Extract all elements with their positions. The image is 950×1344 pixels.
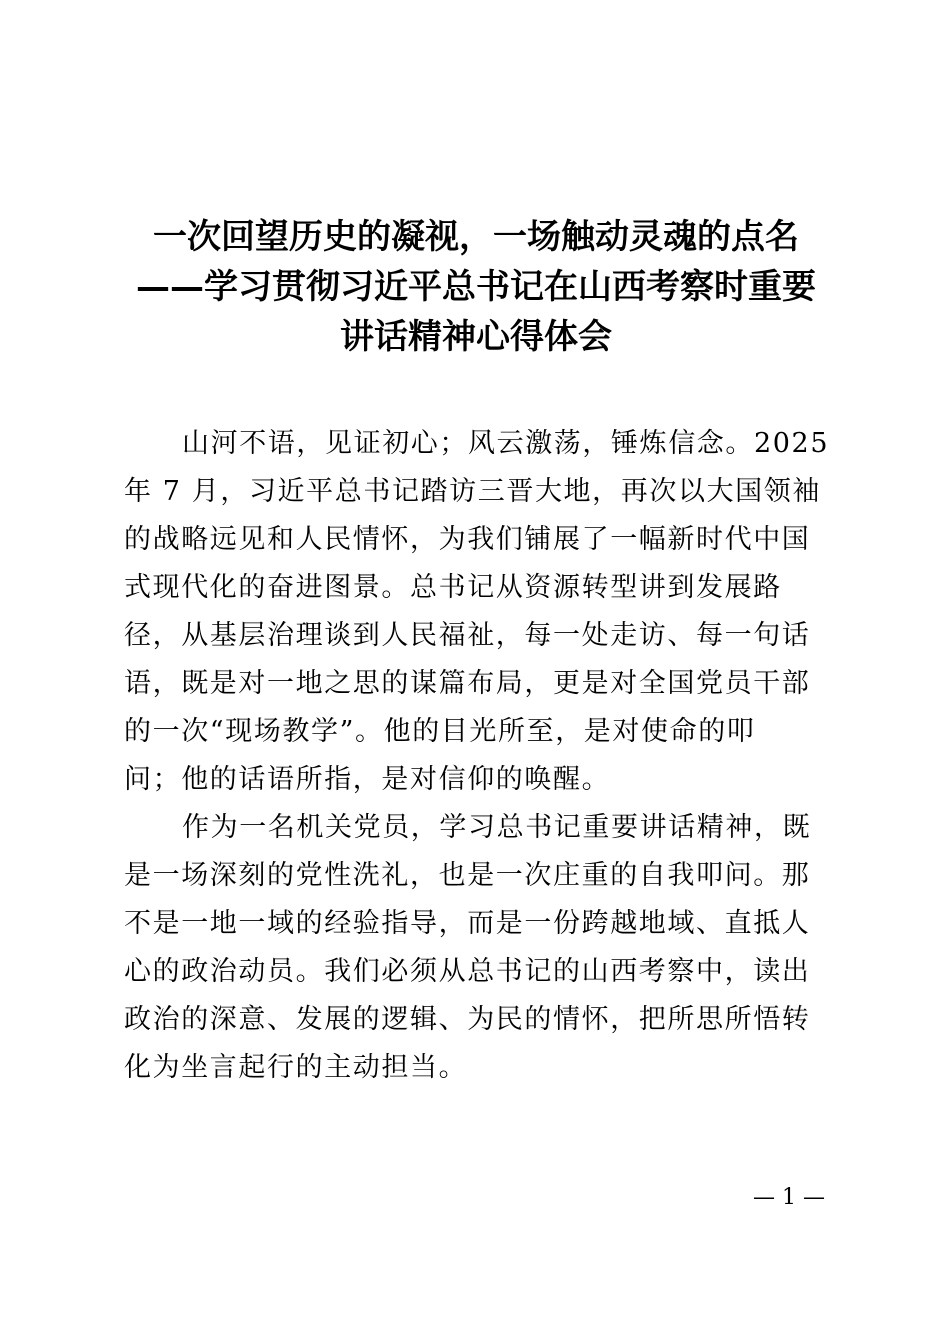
paragraph-line: 式现代化的奋进图景。总书记从资源转型讲到发展路	[124, 572, 782, 603]
paragraph-line: 作为一名机关党员，学习总书记重要讲话精神，既	[182, 812, 812, 843]
subtitle-line: 讲话精神心得体会	[340, 317, 612, 357]
paragraph-line: 的战略远见和人民情怀，为我们铺展了一幅新时代中国	[124, 524, 811, 555]
paragraph-line: 山河不语，见证初心；风云激荡，锤炼信念。2025	[182, 428, 830, 459]
paragraph-line: 是一场深刻的党性洗礼，也是一次庄重的自我叩问。那	[124, 860, 811, 891]
paragraph-line: 心的政治动员。我们必须从总书记的山西考察中，读出	[124, 956, 811, 987]
paragraph-line: 的一次“现场教学”。他的目光所至，是对使命的叩	[124, 716, 756, 747]
paragraph-line: 政治的深意、发展的逻辑、为民的情怀，把所思所悟转	[124, 1004, 811, 1035]
paragraph-line: 化为坐言起行的主动担当。	[124, 1052, 468, 1083]
title-line: 一次回望历史的凝视，一场触动灵魂的点名	[153, 217, 799, 257]
document-body	[124, 420, 830, 1092]
paragraph-line: 语，既是对一地之思的谋篇布局，更是对全国党员干部	[124, 668, 811, 699]
document-title	[120, 212, 832, 362]
paragraph-line: 径，从基层治理谈到人民福祉，每一处走访、每一句话	[124, 620, 811, 651]
paragraph-1	[124, 420, 830, 804]
paragraph-line: 问；他的话语所指，是对信仰的唤醒。	[124, 764, 611, 795]
paragraph-line: 不是一地一域的经验指导，而是一份跨越地域、直抵人	[124, 908, 811, 939]
paragraph-line: 年 7 月，习近平总书记踏访三晋大地，再次以大国领袖	[124, 476, 821, 507]
subtitle-line: ——学习贯彻习近平总书记在山西考察时重要	[136, 267, 816, 307]
page-number: — 1 —	[753, 1185, 825, 1210]
paragraph-2	[124, 804, 814, 1092]
